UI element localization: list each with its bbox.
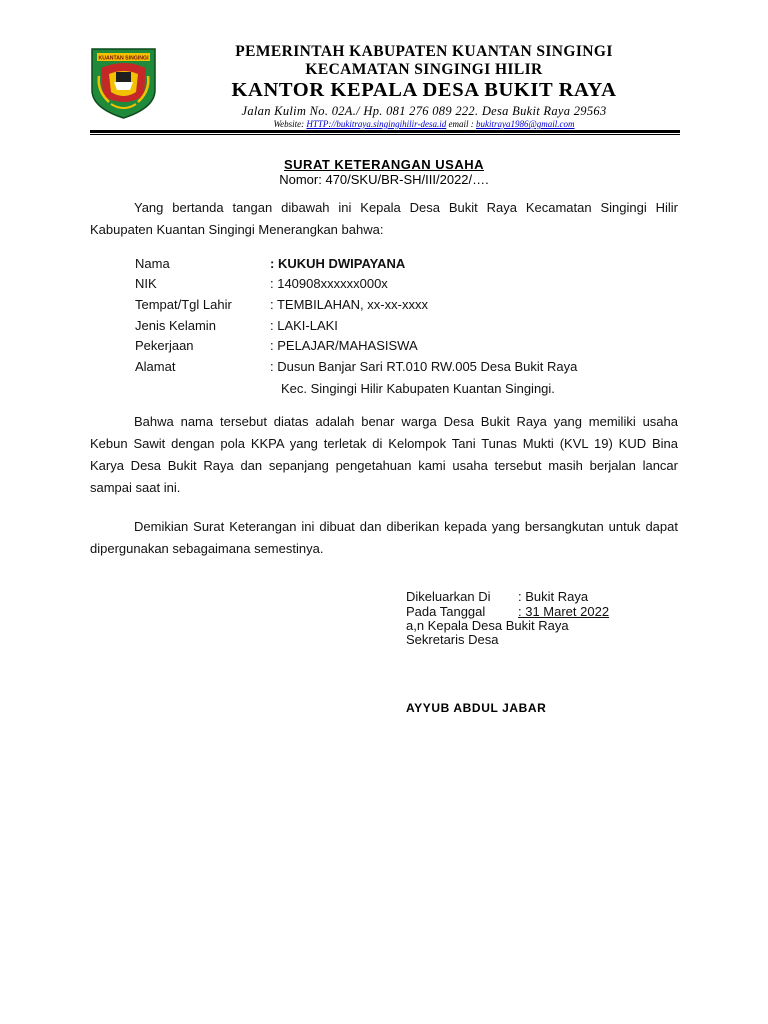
closing-paragraph: Demikian Surat Keterangan ini dibuat dan diberikan kepada yang bersangkutan untuk dapat dipergunakan sebagaimana semestinya. [90, 519, 678, 556]
signer-position: Sekretaris Desa [406, 632, 499, 647]
website-label: Website: [273, 119, 305, 129]
letter-number: Nomor: 470/SKU/BR-SH/III/2022/…. [279, 172, 489, 187]
email-link[interactable]: bukitraya1986@gmail.com [475, 119, 575, 129]
letter-title: SURAT KETERANGAN USAHA [284, 157, 484, 172]
date-label: Pada Tanggal [406, 604, 486, 619]
statement-paragraph: Bahwa nama tersebut diatas adalah benar warga Desa Bukit Raya yang memiliki usaha Kebun Sawit dengan pola KKPA yang terletak di Kelompok Tani Tunas Mukti (KVL 19) KUD Bina Karya Desa Bukit Raya dan sepanjang pengetahuan kami usaha tersebut masih berjalan lancar sampai saat ini. [90, 414, 678, 495]
intro-paragraph: Yang bertanda tangan dibawah ini Kepala Desa Bukit Raya Kecamatan Singingi Hilir Kabupaten Kuantan Singingi Menerangkan bahwa: [90, 200, 678, 237]
identity-value: : LAKI-LAKI [270, 318, 338, 333]
date-value: : 31 Maret 2022 [518, 604, 610, 619]
letterhead-divider-thin [90, 134, 680, 135]
identity-label: Nama [135, 256, 170, 271]
regency-name: PEMERINTAH KABUPATEN KUANTAN SINGINGI [235, 43, 613, 60]
identity-label: Alamat [135, 359, 176, 374]
contact-line [170, 119, 678, 130]
identity-address-line2: Kec. Singingi Hilir Kabupaten Kuantan Singingi. [281, 381, 555, 396]
website-link[interactable]: HTTP://bukitraya.singingihilir-desa.id [306, 119, 447, 129]
signer-name: AYYUB ABDUL JABAR [406, 701, 547, 715]
identity-label: NIK [135, 276, 157, 291]
logo-text: KUANTAN SINGINGI [98, 55, 149, 62]
email-label: email : [448, 119, 474, 129]
issued-at-value: : Bukit Raya [518, 589, 589, 604]
identity-value: : 140908xxxxxx000x [270, 276, 388, 291]
identity-value: : KUKUH DWIPAYANA [270, 256, 406, 271]
district-name: KECAMATAN SINGINGI HILIR [305, 61, 543, 78]
identity-value: : Dusun Banjar Sari RT.010 RW.005 Desa Bukit Raya [270, 359, 578, 374]
date-row [406, 604, 609, 619]
on-behalf-line: a,n Kepala Desa Bukit Raya [406, 618, 569, 633]
identity-value: : PELAJAR/MAHASISWA [270, 338, 418, 353]
letterhead-divider-thick [90, 130, 680, 133]
letterhead [170, 43, 678, 130]
office-address: Jalan Kulim No. 02A./ Hp. 081 276 089 222. Desa Bukit Raya 29563 [241, 104, 607, 118]
issued-at-label: Dikeluarkan Di [406, 589, 491, 604]
regency-emblem-logo [89, 46, 158, 120]
identity-label: Jenis Kelamin [135, 318, 216, 333]
issued-at-row [406, 589, 588, 604]
identity-label: Tempat/Tgl Lahir [135, 297, 232, 312]
identity-label: Pekerjaan [135, 338, 194, 353]
office-name: KANTOR KEPALA DESA BUKIT RAYA [231, 79, 617, 101]
identity-value: : TEMBILAHAN, xx-xx-xxxx [270, 297, 428, 312]
